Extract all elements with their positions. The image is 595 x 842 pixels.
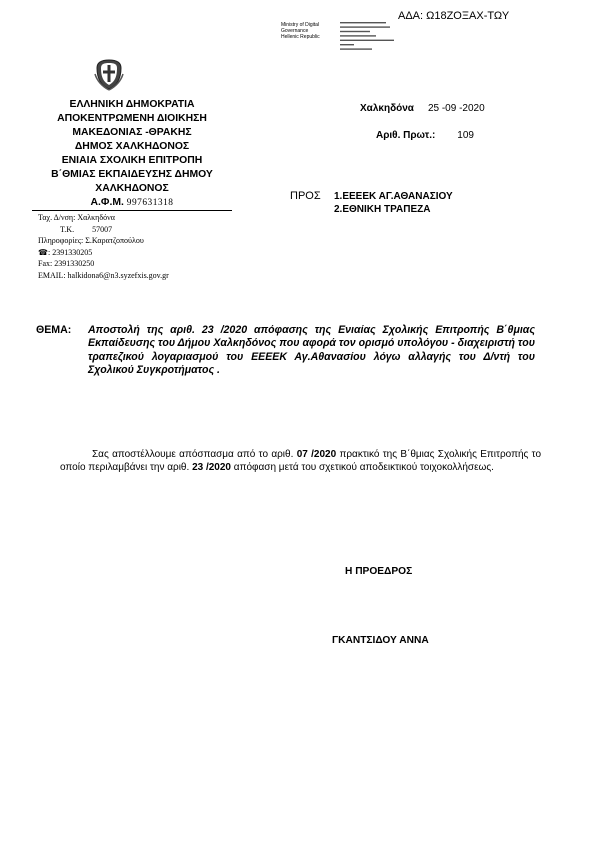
issuer-line: ΕΛΛΗΝΙΚΗ ΔΗΜΟΚΡΑΤΙΑ bbox=[69, 99, 195, 110]
recipients-label: ΠΡΟΣ bbox=[290, 190, 321, 202]
date: 25 -09 -2020 bbox=[427, 103, 485, 114]
stamp-fine-print-graphic bbox=[340, 22, 400, 50]
issuer-line: ΜΑΚΕΔΟΝΙΑΣ -ΘΡΑΚΗΣ bbox=[72, 127, 192, 138]
contact-postcode bbox=[38, 224, 234, 236]
digital-signature-stamp bbox=[281, 22, 320, 40]
afm-value: 997631318 bbox=[126, 198, 174, 208]
body-number-1: 07 /2020 bbox=[296, 449, 337, 460]
subject-label: ΘΕΜΑ: bbox=[36, 324, 72, 336]
protocol-label: Αριθ. Πρωτ.: bbox=[376, 130, 436, 141]
body-part-2: πρακτικό της Β΄θμιας Σχολικής Επιτροπής το οποίο περιλαμβάνει την αριθ. bbox=[60, 449, 542, 473]
issuer-line: ΑΠΟΚΕΝΤΡΩΜΕΝΗ ΔΙΟΙΚΗΣΗ bbox=[57, 113, 207, 124]
contact-fax: Fax: 2391330250 bbox=[38, 259, 95, 269]
issuer-block bbox=[32, 98, 232, 211]
subject-text: Αποστολή της αριθ. 23 /2020 απόφασης της Ενιαίας Σχολικής Επιτροπής Β΄θμιας Εκπαίδευσης του Δήμου Χαλκηδόνος που αφορά τον ορισμό υπολόγου - διαχειριστή του τραπεζικού λογαριασμού του ΕΕΕΕΚ Αγ.Αθανασίου λόγω αλλαγής του Δ/ντή του Σχολικού Συγκροτήματος . bbox=[88, 324, 535, 377]
recipient-item: 2.ΕΘΝΙΚΗ ΤΡΑΠΕΖΑ bbox=[334, 204, 431, 215]
stamp-line: Governance bbox=[281, 28, 309, 34]
phone-icon: ☎ bbox=[38, 247, 48, 257]
contact-phone bbox=[38, 247, 234, 259]
issuer-line: ΔΗΜΟΣ ΧΑΛΚΗΔΟΝΟΣ bbox=[74, 141, 190, 152]
contact-info: Πληροφορίες: Σ.Καρατζοπούλου bbox=[38, 236, 144, 246]
afm-row bbox=[32, 196, 232, 211]
issuer-line: ΕΝΙΑΙΑ ΣΧΟΛΙΚΗ ΕΠΙΤΡΟΠΗ bbox=[61, 155, 203, 166]
hellenic-emblem-icon bbox=[94, 58, 124, 91]
contact-address: Ταχ. Δ/νση: Χαλκηδόνα bbox=[38, 213, 115, 222]
afm-label: Α.Φ.Μ. bbox=[90, 197, 124, 208]
signatory-role: Η ΠΡΟΕΔΡΟΣ bbox=[345, 566, 413, 577]
recipients-list bbox=[334, 190, 453, 216]
body-paragraph bbox=[60, 448, 541, 474]
stamp-fine-print bbox=[340, 22, 400, 51]
ada-code: ΑΔΑ: Ω18ΖΟΞΑΧ-ΤΩΥ bbox=[398, 10, 510, 22]
place: Χαλκηδόνα bbox=[360, 103, 414, 114]
contact-block bbox=[38, 212, 234, 282]
signatory-name: ΓΚΑΝΤΣΙΔΟΥ ΑΝΝΑ bbox=[332, 635, 429, 646]
phone-number: : 2391330205 bbox=[47, 247, 93, 257]
stamp-line: Hellenic Republic bbox=[281, 34, 320, 40]
stamp-line: Ministry of Digital bbox=[281, 22, 320, 28]
postcode-value: 57007 bbox=[92, 224, 113, 234]
postcode-label: Τ.Κ. bbox=[60, 224, 75, 234]
issuer-line: Β΄ΘΜΙΑΣ ΕΚΠΑΙΔΕΥΣΗΣ ΔΗΜΟΥ bbox=[51, 169, 213, 180]
protocol-number-row bbox=[376, 130, 474, 141]
body-part-1: Σας αποστέλλουμε απόσπασμα από το αριθ. bbox=[92, 449, 294, 460]
recipient-item: 1.ΕΕΕΕΚ ΑΓ.ΑΘΑΝΑΣΙΟΥ bbox=[334, 191, 453, 202]
issuer-line: ΧΑΛΚΗΔΟΝΟΣ bbox=[95, 183, 169, 194]
protocol-number: 109 bbox=[457, 130, 474, 141]
contact-email: EMAIL: halkidona6@n3.syzefxis.gov.gr bbox=[38, 270, 169, 280]
body-part-3: απόφαση μετά του σχετικού αποδεικτικού τοιχοκολλήσεως. bbox=[233, 462, 494, 473]
body-number-2: 23 /2020 bbox=[192, 462, 231, 473]
place-date bbox=[360, 103, 485, 114]
